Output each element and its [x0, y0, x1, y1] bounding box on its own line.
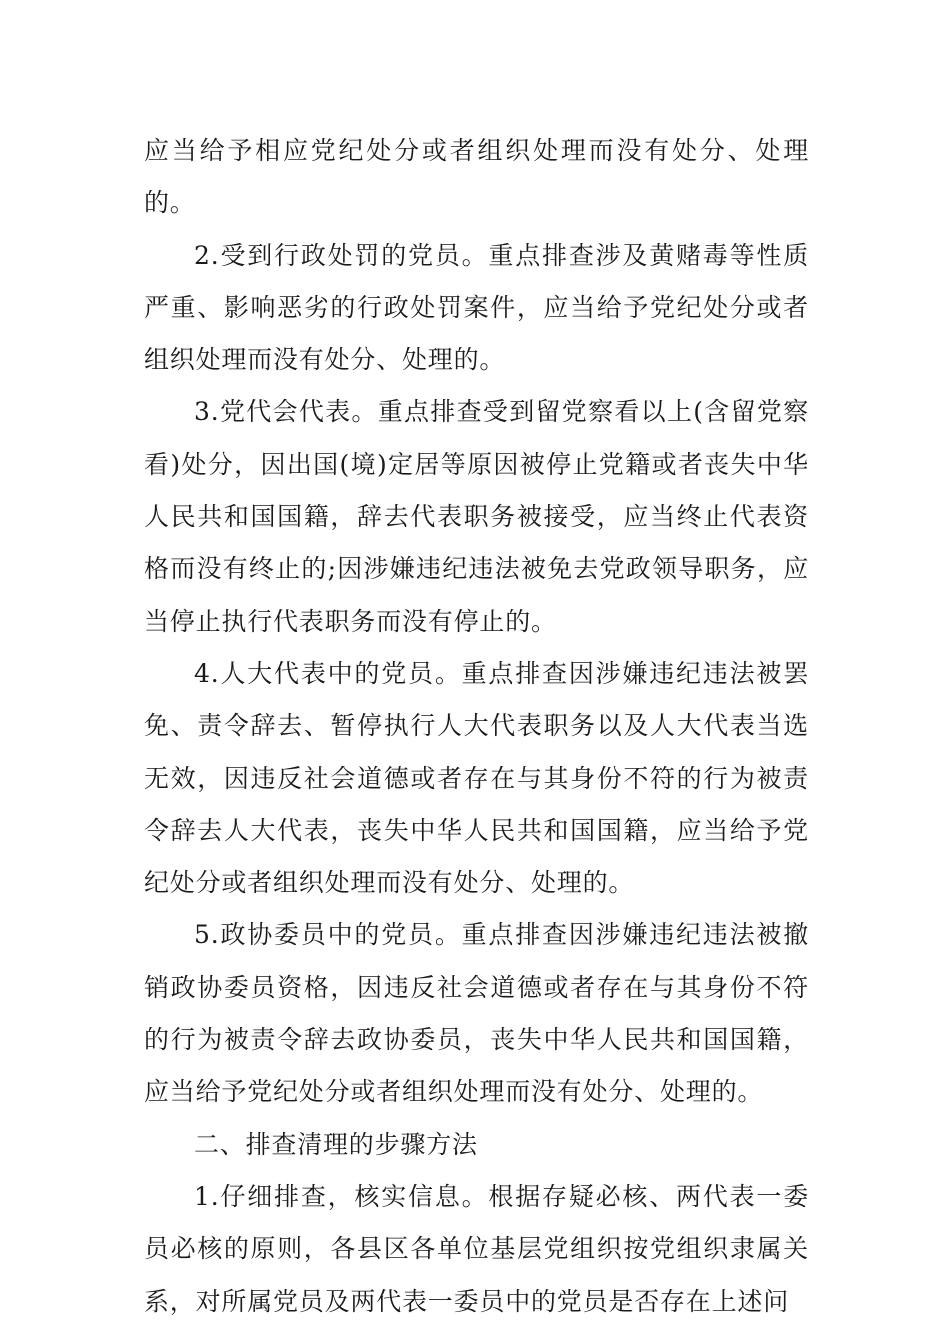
- document-body: [144, 125, 809, 1328]
- paragraph-step-1: 1.仔细排查，核实信息。根据存疑必核、两代表一委员必核的原则，各县区各单位基层党组织按党组织隶属关系，对所属党员及两代表一委员中的党员是否存在上述问: [144, 1181, 809, 1316]
- paragraph-item-5: 5.政协委员中的党员。重点排查因涉嫌违纪违法被撤销政协委员资格，因违反社会道德或者存在与其身份不符的行为被责令辞去政协委员，丧失中华人民共和国国籍，应当给予党纪处分或者组织处理而没有处分、处理的。: [144, 920, 809, 1107]
- paragraph-item-2: 2.受到行政处罚的党员。重点排查涉及黄赌毒等性质严重、影响恶劣的行政处罚案件，应当给予党纪处分或者组织处理而没有处分、处理的。: [144, 240, 809, 375]
- section-heading-2: 二、排查清理的步骤方法: [194, 1129, 478, 1159]
- paragraph-item-3: 3.党代会代表。重点排查受到留党察看以上(含留党察看)处分，因出国(境)定居等原因被停止党籍或者丧失中华人民共和国国籍，辞去代表职务被接受，应当终止代表资格而没有终止的;因涉嫌违纪违法被免去党政领导职务，应当停止执行代表职务而没有停止的。: [144, 397, 809, 636]
- paragraph-item-4: 4.人大代表中的党员。重点排查因涉嫌违纪违法被罢免、责令辞去、暂停执行人大代表职务以及人大代表当选无效，因违反社会道德或者存在与其身份不符的行为被责令辞去人大代表，丧失中华人民共和国国籍，应当给予党纪处分或者组织处理而没有处分、处理的。: [144, 658, 809, 898]
- paragraph-continuation: 应当给予相应党纪处分或者组织处理而没有处分、处理的。: [144, 136, 809, 218]
